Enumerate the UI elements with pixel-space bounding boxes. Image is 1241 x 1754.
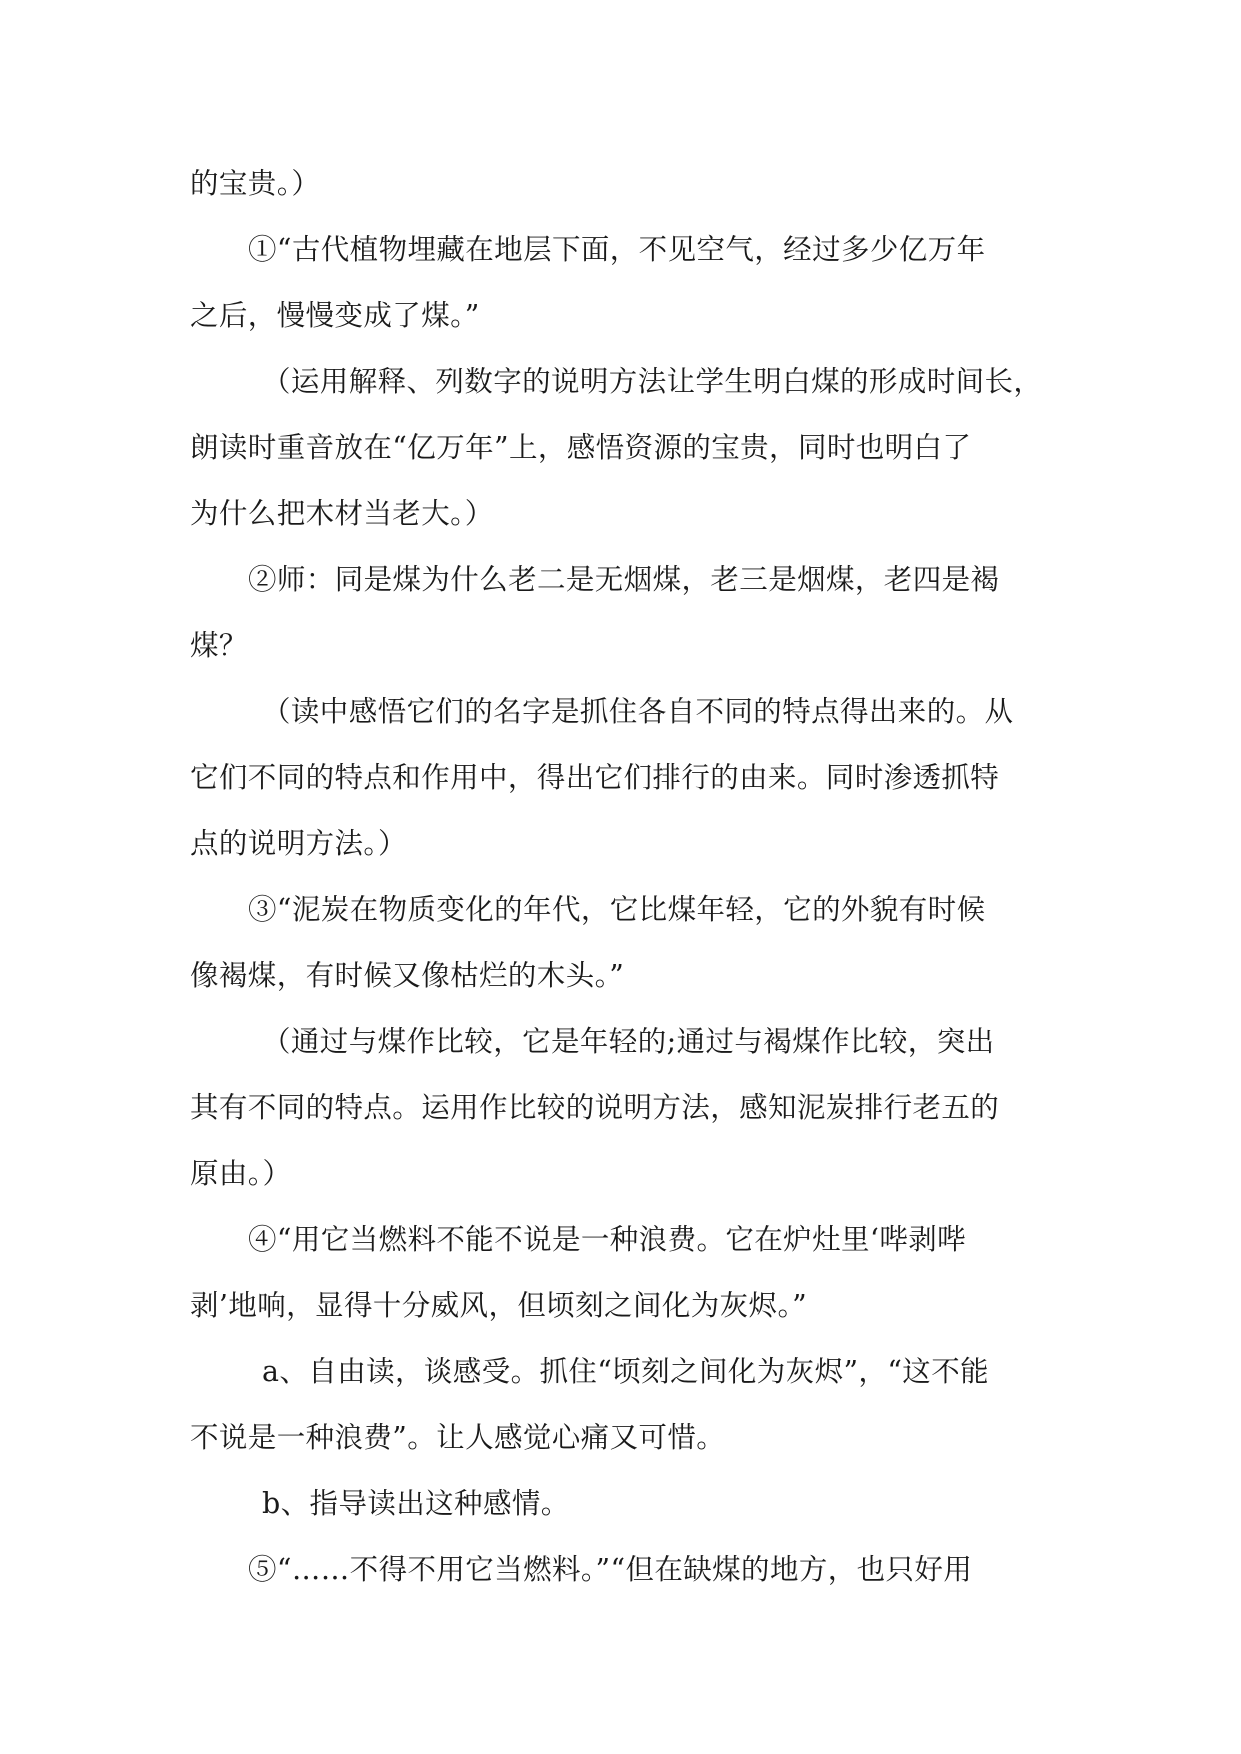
text-line: 它们不同的特点和作用中，得出它们排行的由来。同时渗透抓特 xyxy=(190,761,1000,794)
text-line: 像褐煤，有时候又像枯烂的木头。” xyxy=(190,959,625,992)
text-line: 的宝贵。） xyxy=(190,167,321,200)
text-line: 朗读时重音放在“亿万年”上，感悟资源的宝贵，同时也明白了 xyxy=(190,431,972,464)
text-line: 之后，慢慢变成了煤。” xyxy=(190,299,480,332)
text-line: ①“古代植物埋藏在地层下面，不见空气，经过多少亿万年 xyxy=(248,233,986,266)
text-line: ⑤“……不得不用它当燃料。”“但在缺煤的地方，也只好用 xyxy=(248,1553,973,1586)
text-line: 其有不同的特点。运用作比较的说明方法，感知泥炭排行老五的 xyxy=(190,1091,1000,1124)
text-line: ②师：同是煤为什么老二是无烟煤，老三是烟煤，老四是褐 xyxy=(248,563,1000,596)
text-line: 为什么把木材当老大。） xyxy=(190,497,494,530)
text-line: b、指导读出这种感情。 xyxy=(262,1487,570,1520)
text-line: ③“泥炭在物质变化的年代，它比煤年轻，它的外貌有时候 xyxy=(248,893,986,926)
text-line: （读中感悟它们的名字是抓住各自不同的特点得出来的。从 xyxy=(262,695,1014,728)
text-line: （运用解释、列数字的说明方法让学生明白煤的形成时间长， xyxy=(262,365,1043,398)
text-line: 剥’地响，显得十分威风，但顷刻之间化为灰烬。” xyxy=(190,1289,808,1322)
text-line: （通过与煤作比较，它是年轻的;通过与褐煤作比较，突出 xyxy=(262,1025,995,1058)
text-line: 点的说明方法。） xyxy=(190,827,407,860)
text-line: 原由。） xyxy=(190,1157,292,1190)
text-line: 不说是一种浪费”。让人感觉心痛又可惜。 xyxy=(190,1421,726,1454)
text-line: a、自由读，谈感受。抓住“顷刻之间化为灰烬”，“这不能 xyxy=(262,1355,990,1388)
text-line: 煤？ xyxy=(190,629,248,662)
text-line: ④“用它当燃料不能不说是一种浪费。它在炉灶里‘哔剥哔 xyxy=(248,1223,967,1256)
